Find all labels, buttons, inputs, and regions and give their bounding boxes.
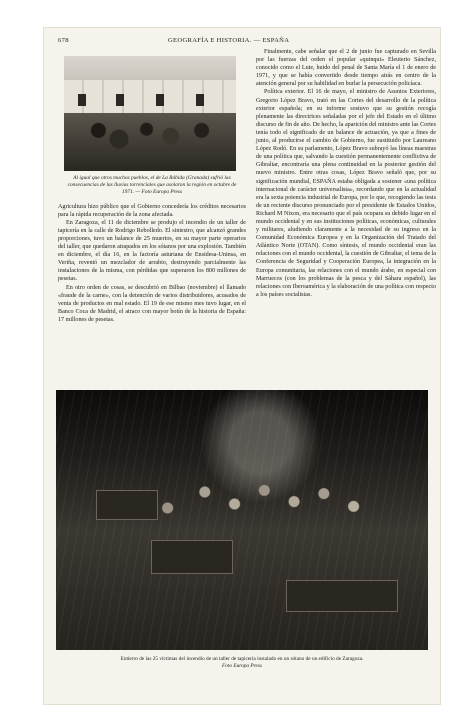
photo-window <box>78 94 86 106</box>
funeral-photo-caption <box>56 656 428 670</box>
running-title: GEOGRAFÍA E HISTORIA. — ESPAÑA <box>168 37 290 44</box>
funeral-photo <box>56 390 428 650</box>
photo-credit: Foto Europa Press <box>222 663 262 670</box>
left-article-text <box>58 203 246 324</box>
flood-photo-caption: Al igual que otros muchos pueblos, el de La Rábida (Granada) sufrió las consecuencias de las lluvias torrenciales que asolaron la región en octubre de 1971. — Foto Europa Press <box>67 175 237 196</box>
photo-window <box>196 94 204 106</box>
magazine-page <box>44 28 440 704</box>
left-column <box>58 52 246 324</box>
flood-photo <box>64 56 236 171</box>
page-number: 678 <box>58 37 69 44</box>
article-paragraph: En Zaragoza, el 11 de diciembre se produjo el incendio de un taller de tapicería en la calle de Rodrigo Rebolledo. El siniestro, que alcanzó grandes proporciones, tuvo un balance de 25 muertos, en su mayor parte operarios del taller, que quedaron atrapados en los sótanos por una explosión. También en diciembre, el día 16, en la factoría asturiana de Ensidesa-Uninsa, en Veriña, reventó un mezclador de arrabio, destruyendo parcialmente las instalaciones de la misma, con pérdidas que superaron los 800 millones de pesetas. <box>58 219 246 283</box>
caption-text: Entierro de las 25 víctimas del incendio de un taller de tapicería instalado en un sótano de un edificio de Zaragoza. <box>120 656 364 662</box>
coffin-shape <box>96 490 158 520</box>
photo-window <box>116 94 124 106</box>
coffin-shape <box>151 540 233 574</box>
photo-window <box>156 94 164 106</box>
right-article-text <box>256 48 436 299</box>
right-column <box>256 48 436 299</box>
page-header <box>58 37 426 47</box>
coffin-shape <box>286 580 398 612</box>
article-paragraph: En otro orden de cosas, se descubrió en Bilbao (noviembre) el llamado «fraude de la carne», con la detención de varios distribuidores, acusados de venta de productos en mal estado. El 19 de ese mismo mes tuvo lugar, en el Banco Coca de Madrid, el atraco con mayor botín de la historia de España: 17 millones de pesetas. <box>58 284 246 323</box>
article-paragraph: Política exterior. El 16 de mayo, el ministro de Asuntos Exteriores, Gregorio López Bravo, trató en las Cortes del desarrollo de la política exterior española; en su informe sostuvo que su gestión recogía plenamente las directrices señaladas por el jefe del Estado en el último discurso de fin de año. De hecho, la aparición del ministro ante las Cortes tenía todo el significado de un balance de actuación, ya que a fines de junio, al producirse el cambio de Gobierno, fue sustituido por Laureano López Rodó. En su parlamento, López Bravo subrayó las líneas maestras de una política que, salvando la cuestión permanentemente conflictiva de Gibraltar, encontraría una plena continuidad en la posterior gestión del nuevo ministro. Entre otras cosas, López Bravo señaló que, por su significación mundial, ESPAÑA estaba obligada a sostener «una política internacional de carácter universalista», recordando que en la actualidad era la sexta potencia industrial de Europa, por lo que, recogiendo las tesis de un reciente discurso pronunciado por el presidente de Estados Unidos, Richard M Nixon, era necesario que el país ocupara su debido lugar en el mundo occidental y en sus instituciones políticas, económicas, culturales y militares, aludiendo claramente a la necesidad de su ingreso en la Comunidad Económica Europea y en la Organización del Tratado del Atlántico Norte (OTAN). Como síntesis, el mundo occidental eran las relaciones con el mundo occidental, la cuestión de Gibraltar, el tema de la Conferencia de Seguridad y Cooperación Europea, la integración en la Europa comunitaria, las relaciones con el mundo árabe, en especial con Marruecos (con los problemas de la pesca y del Sáhara español), las relaciones con Iberoamérica y la elaboración de una política con respecto a los países socialistas. <box>256 89 436 298</box>
photo-people <box>64 113 236 171</box>
article-paragraph: Finalmente, cabe señalar que el 2 de junio fue capturado en Sevilla por las fuerzas del orden el popular «quinqui» Eleuterio Sánchez, conocido como el Lute, huido del penal de Santa María el 1 de enero de 1971, y que se había convertido desde tiempo atrás en centro de la atención general por su habilidad en burlar la persecución policíaca. <box>256 49 436 88</box>
article-paragraph: Agricultura hizo público que el Gobierno concedería los créditos necesarios para la rápida recuperación de la zona afectada. <box>58 203 246 218</box>
